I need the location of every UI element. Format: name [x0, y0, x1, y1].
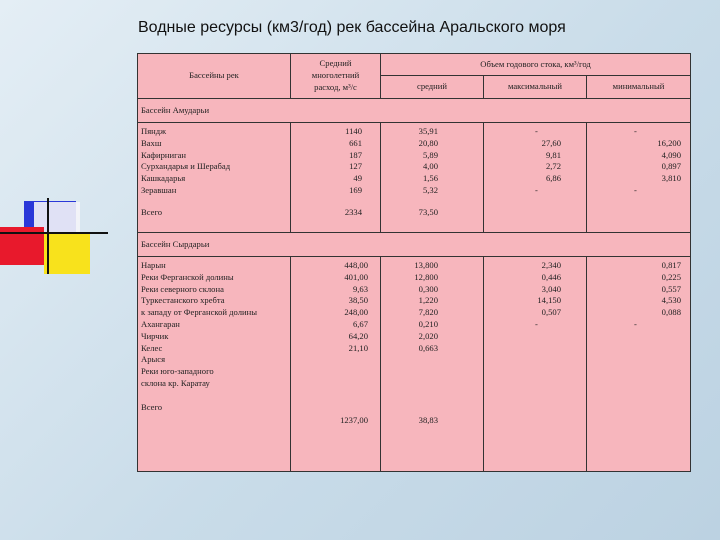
cell-value: 21,10: [348, 342, 368, 353]
cell-value: 2,340: [541, 260, 561, 270]
cell-value: 0,225: [661, 271, 681, 282]
cell-value: 127: [349, 161, 362, 172]
cell-value: 9,81: [545, 149, 561, 160]
syrdarya-avg-values: [384, 260, 438, 354]
cell-value: 661: [349, 137, 362, 148]
cell-value: -: [634, 318, 637, 329]
cell-value: 5,32: [422, 184, 438, 195]
cell-value: 401,00: [344, 271, 368, 282]
syrdarya-min-values: [590, 260, 687, 331]
list-item: Вахш: [141, 137, 162, 148]
list-item: Туркестанского хребта: [141, 295, 225, 306]
cell-value: 0,300: [418, 283, 438, 294]
amudarya-river-list: [141, 126, 287, 197]
cell-value: 1,56: [422, 173, 438, 184]
cell-value: 248,00: [344, 307, 368, 318]
amudarya-total-avg: 73,50: [418, 206, 438, 217]
cell-value: 0,663: [418, 342, 438, 353]
header-sub-min: минимальный: [587, 76, 691, 99]
list-item: Сурхандарья и Шерабад: [141, 161, 231, 172]
decor-horizontal-line: [0, 232, 108, 234]
amudarya-total-flow: 2334: [344, 206, 362, 217]
amudarya-flow-values: [294, 126, 362, 197]
cell-value: -: [634, 184, 637, 195]
list-item: к западу от Ферганской долины: [141, 307, 257, 318]
cell-value: -: [634, 126, 637, 136]
list-item: Ахангаран: [141, 318, 180, 329]
syrdarya-total-label: Всего: [141, 401, 163, 412]
cell-value: -: [535, 318, 538, 329]
cell-value: 1,220: [418, 295, 438, 306]
header-avg-flow: Средний многолетний расход, м³/с: [291, 54, 381, 99]
list-item: Реки северного склона: [141, 283, 224, 294]
cell-value: 7,820: [418, 307, 438, 318]
cell-value: 187: [349, 149, 362, 160]
amudarya-avg-values: [384, 126, 438, 197]
cell-value: 13,800: [414, 260, 438, 270]
cell-value: 16,200: [657, 137, 681, 148]
cell-value: 169: [349, 184, 362, 195]
list-item: Реки Ферганской долины: [141, 271, 234, 282]
cell-value: 27,60: [541, 137, 561, 148]
list-item: Кашкадарья: [141, 173, 186, 184]
cell-value: 35,91: [418, 126, 438, 136]
header-basin: Бассейны рек: [138, 54, 291, 99]
cell-value: 4,090: [661, 149, 681, 160]
cell-value: 20,80: [418, 137, 438, 148]
amudarya-total-label: Всего: [141, 206, 163, 217]
syrdarya-max-values: [487, 260, 583, 331]
list-item: Пяндж: [141, 126, 167, 136]
list-item: Келес: [141, 342, 163, 353]
cell-value: 2,72: [545, 161, 561, 172]
decor-vertical-line: [47, 198, 49, 274]
cell-value: 1140: [345, 126, 362, 136]
list-item: Реки юго-западного: [141, 366, 214, 377]
cell-value: 14,150: [537, 295, 561, 306]
cell-value: 0,210: [418, 318, 438, 329]
header-annual-flow: Объем годового стока, км³/год: [381, 54, 691, 76]
cell-value: 4,530: [661, 295, 681, 306]
cell-value: 12,800: [414, 271, 438, 282]
header-sub-avg: средний: [381, 76, 484, 99]
list-item: Арыся: [141, 354, 166, 365]
cell-value: 3,040: [541, 283, 561, 294]
list-item: Нарын: [141, 260, 166, 270]
cell-value: 0,897: [661, 161, 681, 172]
list-item: Кафирниган: [141, 149, 187, 160]
amudarya-max-values: [487, 126, 583, 197]
cell-value: -: [535, 184, 538, 195]
cell-value: 0,557: [661, 283, 681, 294]
amudarya-min-values: [590, 126, 687, 197]
cell-value: 3,810: [661, 173, 681, 184]
cell-value: 9,63: [352, 283, 368, 294]
cell-value: 0,088: [661, 307, 681, 318]
water-resources-table: [137, 53, 691, 472]
cell-value: 64,20: [348, 330, 368, 341]
cell-value: 6,86: [545, 173, 561, 184]
cell-value: 448,00: [344, 260, 368, 270]
syrdarya-flow-values: [294, 260, 368, 354]
cell-value: 0,446: [541, 271, 561, 282]
slide-title: Водные ресурсы (км3/год) рек бассейна Аральского моря: [138, 19, 566, 36]
cell-value: 2,020: [418, 330, 438, 341]
cell-value: 5,89: [422, 149, 438, 160]
decor-yellow-square: [44, 234, 90, 274]
cell-value: 6,67: [352, 318, 368, 329]
list-item: Чирчик: [141, 330, 169, 341]
list-item: склона кр. Каратау: [141, 377, 210, 388]
syrdarya-total-flow: 1237,00: [340, 415, 368, 426]
cell-value: -: [535, 126, 538, 136]
section-syrdarya: Бассейн Сырдарьи: [138, 233, 691, 257]
cell-value: 0,507: [541, 307, 561, 318]
syrdarya-river-list: [141, 260, 287, 390]
cell-value: 38,50: [348, 295, 368, 306]
header-sub-max: максимальный: [484, 76, 587, 99]
cell-value: 49: [353, 173, 362, 184]
cell-value: 4,00: [422, 161, 438, 172]
list-item: Зеравшан: [141, 184, 177, 195]
syrdarya-total-avg: 38,83: [418, 415, 438, 426]
section-amudarya: Бассейн Амударьи: [138, 99, 691, 123]
cell-value: 0,817: [661, 260, 681, 270]
